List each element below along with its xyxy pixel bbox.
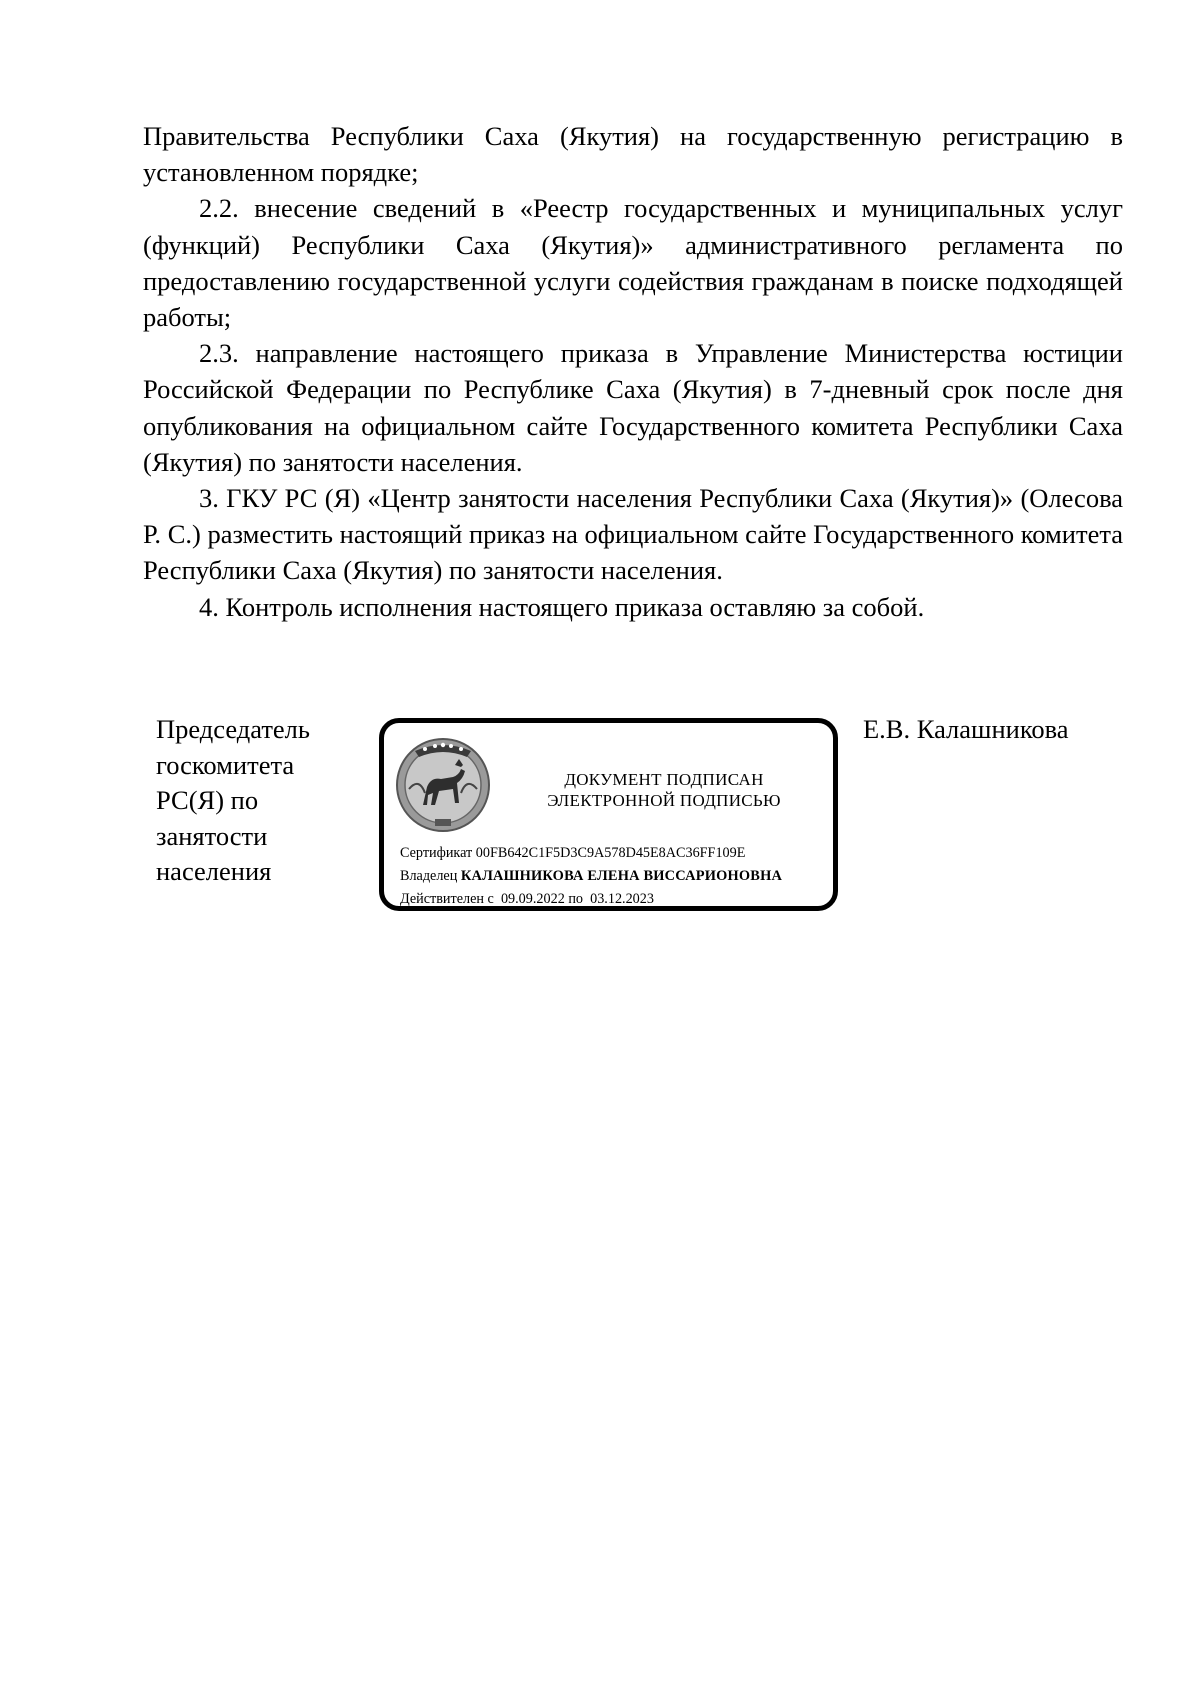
- validity-label: Действителен с: [400, 891, 494, 907]
- position-line: населения: [156, 856, 272, 886]
- stamp-heading-line: ДОКУМЕНТ ПОДПИСАН: [564, 770, 764, 789]
- paragraph-continuation: Правительства Республики Саха (Якутия) на государственную регистрацию в установленном порядке;: [143, 121, 1123, 188]
- valid-to-date: 03.12.2023: [590, 891, 654, 907]
- valid-from-date: 09.09.2022: [500, 891, 565, 907]
- yakutia-coat-of-arms-icon: [395, 737, 491, 833]
- position-line: РС(Я) по: [156, 785, 259, 815]
- document-body: [143, 118, 1123, 625]
- stamp-heading: [494, 769, 834, 811]
- electronic-signature-stamp: [379, 718, 838, 911]
- certificate-value: 00FB642C1F5D3C9A578D45E8AC36FF109E: [475, 845, 746, 861]
- position-line: госкомитета: [156, 749, 295, 780]
- stamp-heading-line: ЭЛЕКТРОННОЙ ПОДПИСЬЮ: [547, 791, 781, 810]
- position-line: Председатель: [156, 714, 310, 744]
- owner-line: [400, 868, 782, 885]
- paragraph-2-3: 2.3. направление настоящего приказа в Управление Министерства юстиции Российской Федерации по Республике Саха (Якутия) в 7-дневный срок после дня опубликования на официальном сайте Государственного комитета Республики Саха (Якутия) по занятости населения.: [143, 338, 1123, 477]
- paragraph-3: 3. ГКУ РС (Я) «Центр занятости населения Республики Саха (Якутия)» (Олесова Р. С.) разместить настоящий приказ на официальном сайте Государственного комитета Республики Саха (Якутия) по занятости населения.: [143, 483, 1123, 586]
- position-line: занятости: [156, 820, 268, 851]
- signatory-position: [156, 712, 346, 890]
- owner-label: Владелец: [400, 868, 458, 884]
- certificate-line: [400, 845, 745, 862]
- paragraph-4: 4. Контроль исполнения настоящего приказа оставляю за собой.: [199, 591, 925, 622]
- owner-value: КАЛАШНИКОВА ЕЛЕНА ВИССАРИОНОВНА: [460, 868, 783, 884]
- valid-to-label: по: [568, 891, 584, 907]
- signatory-name: Е.В. Калашникова: [863, 714, 1069, 744]
- certificate-label: Сертификат: [400, 845, 473, 861]
- validity-line: [400, 891, 654, 908]
- paragraph-2-2: 2.2. внесение сведений в «Реестр государственных и муниципальных услуг (функций) Республики Саха (Якутия)» административного регламента по предоставлению государственной услуги содействия гражданам в поиске подходящей работы;: [143, 193, 1123, 333]
